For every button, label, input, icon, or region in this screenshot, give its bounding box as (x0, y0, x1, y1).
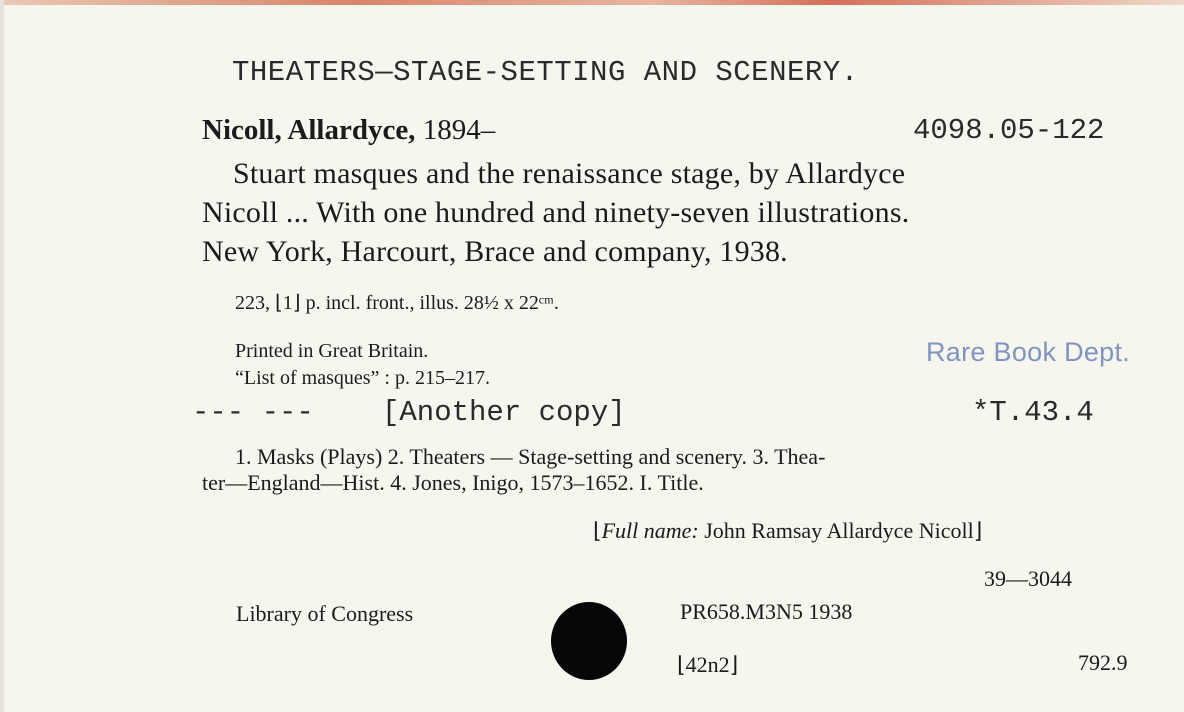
call-number: 4098.05-122 (913, 114, 1105, 147)
subject-heading: THEATERS—STAGE-SETTING AND SCENERY. (232, 56, 859, 89)
full-name-value: John Ramsay Allardyce Nicoll (704, 518, 974, 543)
author-line (202, 114, 495, 147)
card-number: 39—3044 (984, 566, 1072, 591)
author-dates: 1894– (422, 114, 496, 146)
full-name-label: Full name: (601, 518, 699, 543)
note-list-of-masques: “List of masques” : p. 215–217. (235, 367, 490, 389)
dewey-number: 792.9 (1078, 650, 1128, 675)
another-copy-dashes: --- --- (192, 396, 314, 429)
another-copy-shelfmark: *T.43.4 (972, 396, 1094, 429)
note-printed: Printed in Great Britain. (235, 340, 429, 362)
collation: 223, ⌊1⌋ p. incl. front., illus. 28½ x 22ᶜᵐ. (235, 292, 559, 314)
author-name: Nicoll, Allardyce, (202, 114, 416, 146)
rare-book-stamp: Rare Book Dept. (926, 337, 1131, 367)
copies-code: ⌊42n2⌋ (677, 652, 739, 677)
full-name-note: ⌊Full name: John Ramsay Allardyce Nicoll⌋ (593, 518, 983, 543)
title-line-1: Stuart masques and the renaissance stage, by Allardyce (233, 157, 906, 190)
title-line-2: Nicoll ... With one hundred and ninety-seven illustrations. (202, 196, 910, 229)
subjects-line-1: 1. Masks (Plays) 2. Theaters — Stage-setting and scenery. 3. Thea- (235, 444, 826, 469)
card-left-edge (0, 0, 4, 712)
title-line-3: New York, Harcourt, Brace and company, 1938. (202, 235, 788, 268)
another-copy-label: [Another copy] (382, 396, 626, 429)
card-top-edge (0, 0, 1184, 5)
subjects-line-2: ter—England—Hist. 4. Jones, Inigo, 1573–1652. I. Title. (202, 470, 704, 495)
library-location: Library of Congress (236, 601, 414, 626)
punch-hole (551, 602, 627, 680)
lc-call-number: PR658.M3N5 1938 (680, 599, 853, 624)
